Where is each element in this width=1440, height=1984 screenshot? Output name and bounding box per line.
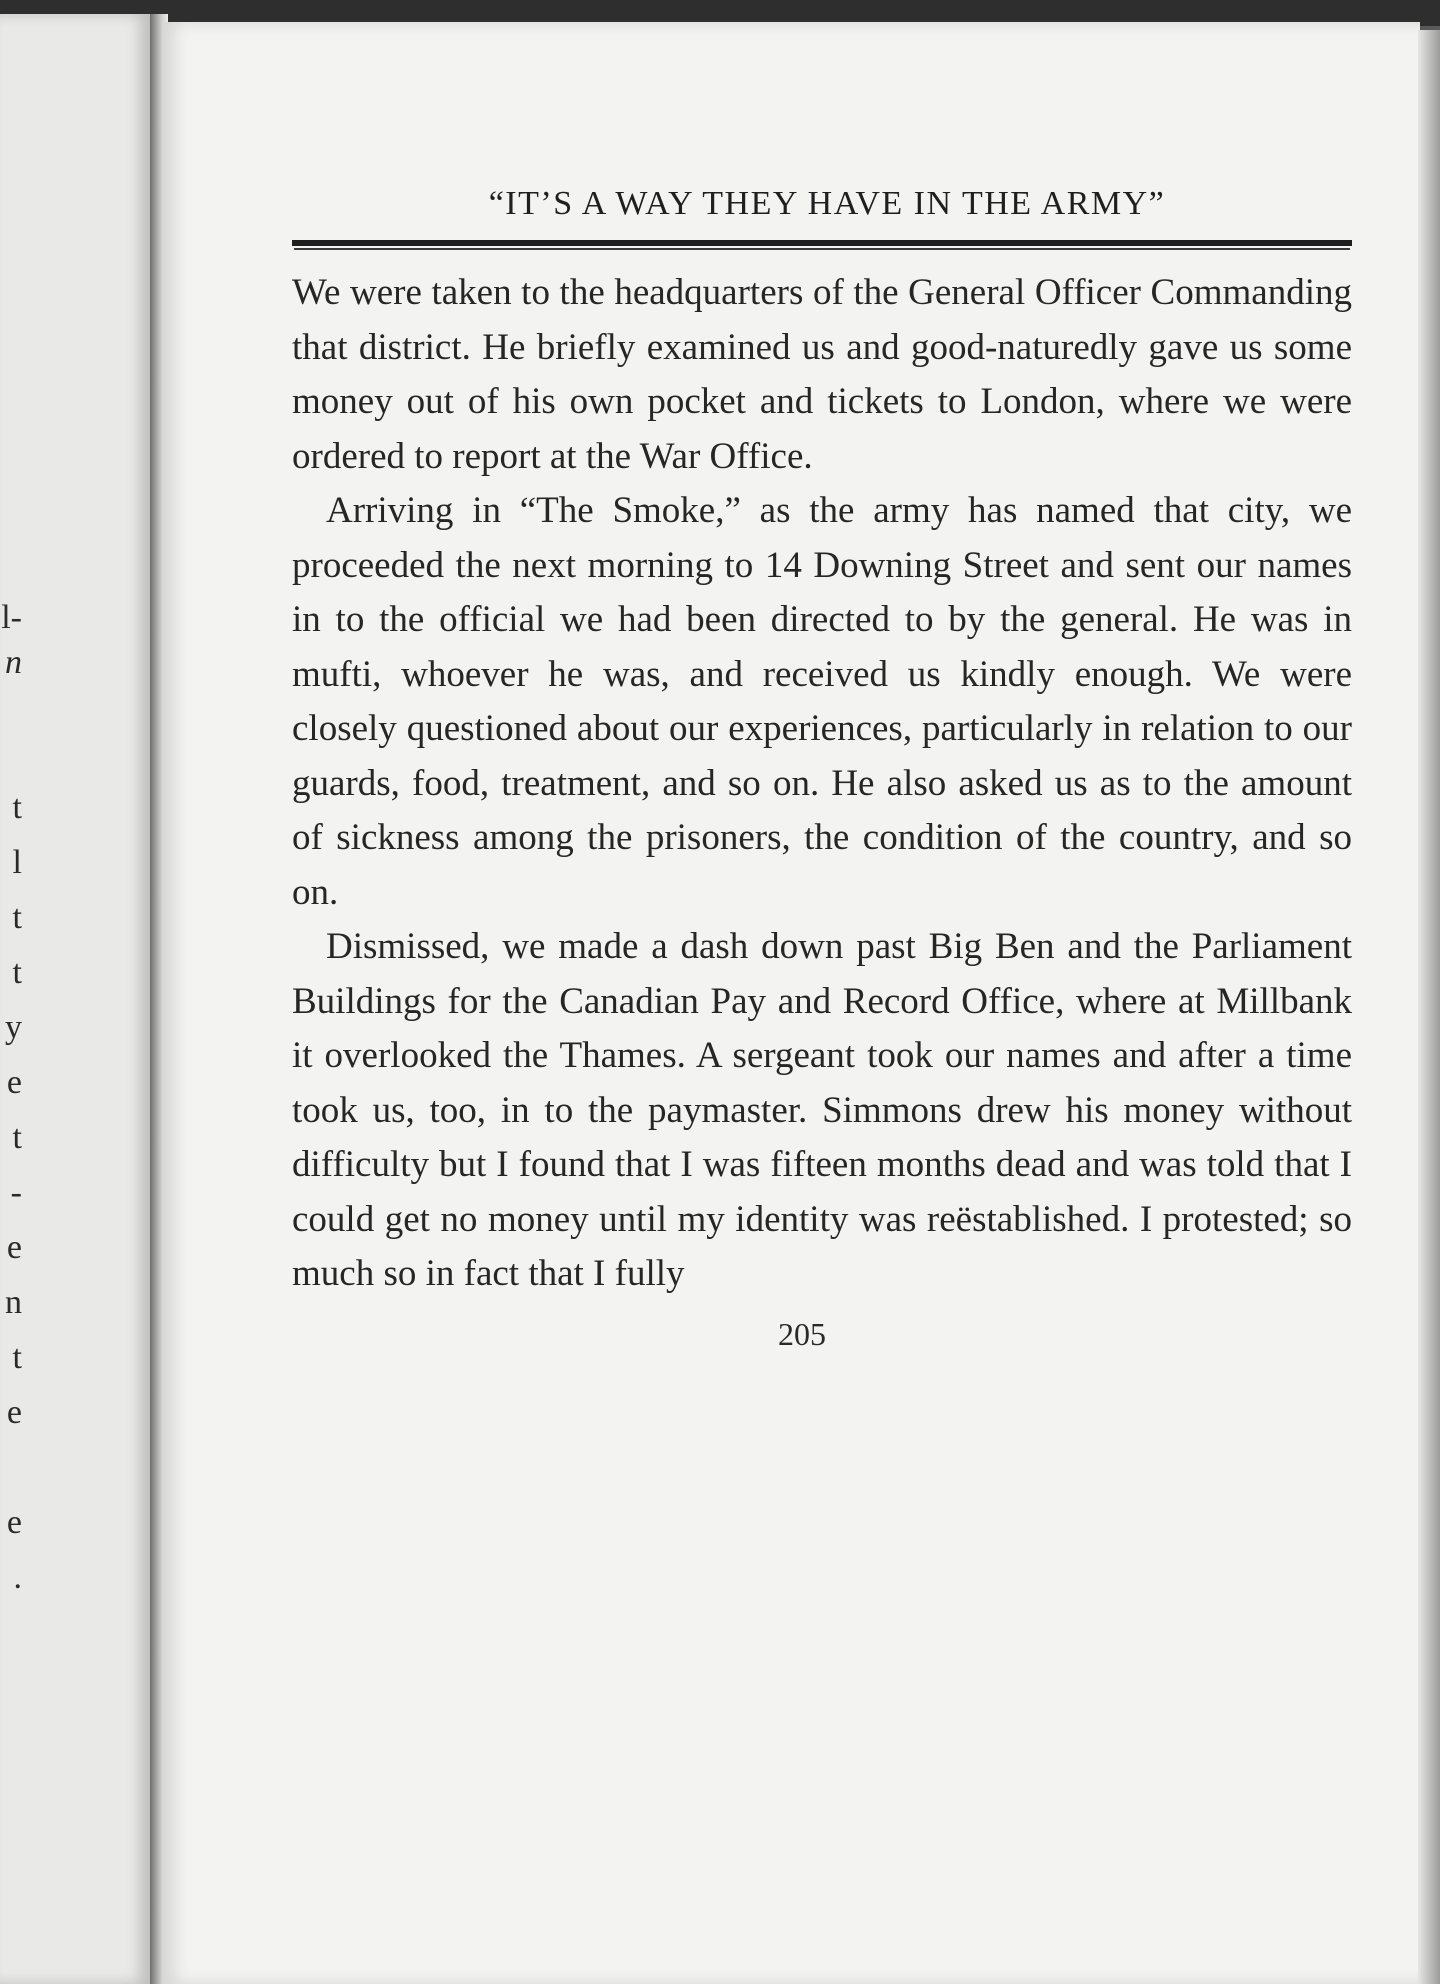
left-fragment: n [5, 644, 22, 681]
paragraph: Dismissed, we made a dash down past Big Ben and the Parliament Buildings for the Canadian Pay and Record Office, where at Millbank it overlooked the Thames. A sergeant took our names and after a time took us, too, in to the paymaster. Simmons drew his money without difficulty but I found that I was fifteen months dead and was told that I could get no money until my identity was reëstablished. I protested; so much so in fact that I fully [292, 926, 1352, 1294]
left-fragment: e [6, 1229, 22, 1266]
left-fragment: e [6, 1064, 22, 1101]
left-fragment: t [12, 1119, 22, 1156]
left-fragment: - [10, 1174, 22, 1211]
left-fragment: e [6, 1394, 22, 1431]
left-fragment: t [12, 1339, 22, 1376]
left-facing-page [0, 14, 153, 1984]
page-right-edge-shadow [1418, 30, 1440, 1984]
main-page [162, 22, 1420, 1984]
left-fragment: t [12, 954, 22, 991]
left-fragment: y [5, 1009, 22, 1046]
paragraph: We were taken to the headquarters of the General Officer Commanding that district. He briefly examined us and good-naturedly gave us some money out of his own pocket and tickets to London, where we were ordered to report at the War Office. [292, 272, 1352, 477]
page-content [292, 182, 1352, 1353]
double-rule-divider [292, 240, 1352, 246]
left-fragment: t [12, 899, 22, 936]
paragraph: Arriving in “The Smoke,” as the army has named that city, we proceeded the next morning to 14 Downing Street and sent our names in to the official we had been directed to by the general. He was in mufti, whoever he was, and received us kindly enough. We were closely questioned about our experiences, particularly in relation to our guards, food, treatment, and so on. He also asked us as to the amount of sickness among the prisoners, the condition of the country, and so on. [292, 490, 1352, 913]
page-number: 205 [778, 1315, 826, 1352]
body-text [292, 266, 1352, 1302]
left-fragment: . [13, 1559, 22, 1596]
left-fragment: l- [1, 599, 22, 636]
left-fragment: e [6, 1504, 22, 1541]
left-fragment: l [12, 844, 22, 881]
running-head: “IT’S A WAY THEY HAVE IN THE ARMY” [488, 185, 1166, 222]
left-page-text-fragments [0, 14, 26, 1984]
left-fragment: n [5, 1284, 22, 1321]
left-fragment: t [12, 789, 22, 826]
